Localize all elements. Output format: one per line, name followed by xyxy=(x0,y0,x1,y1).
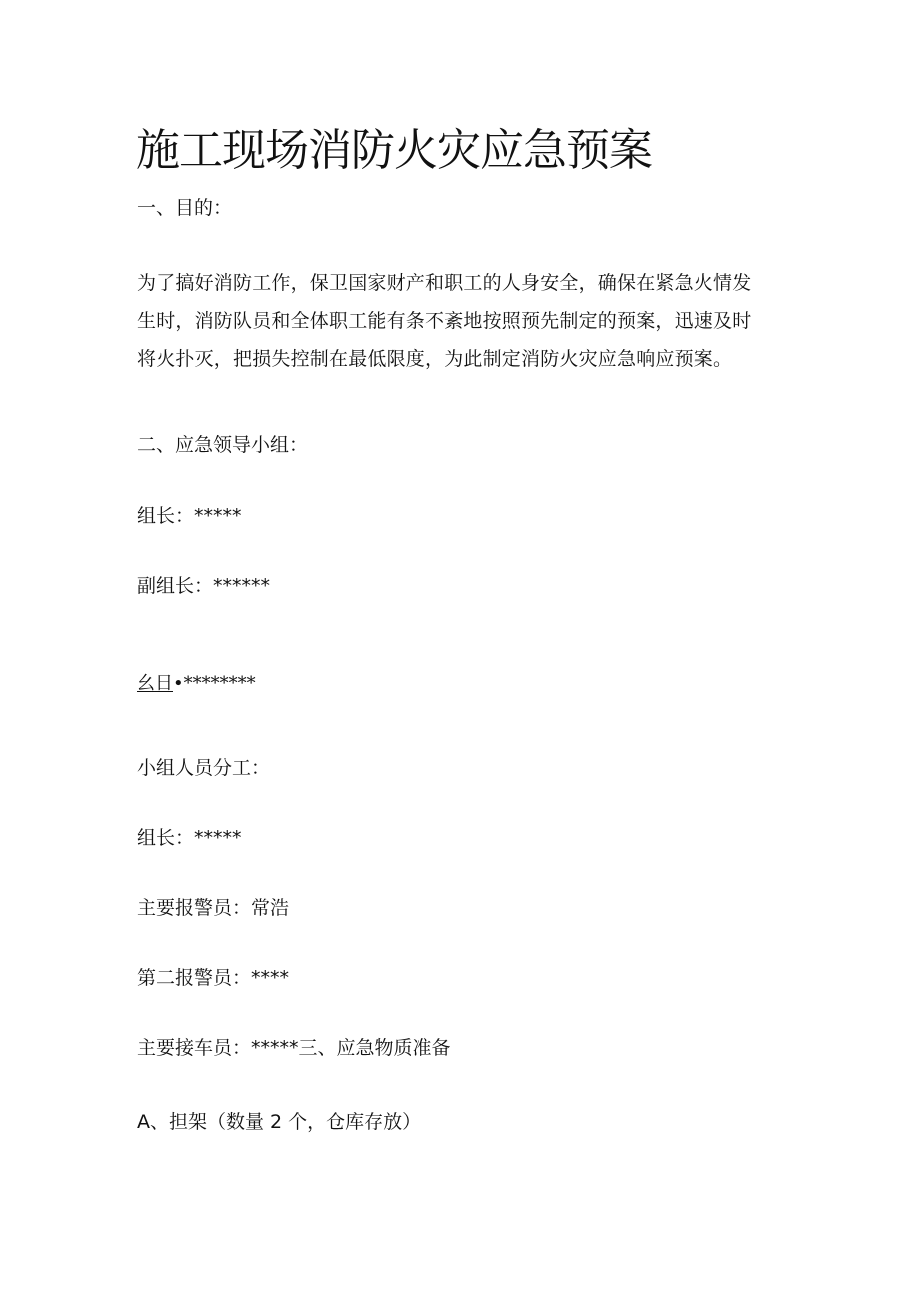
main-receiver-line: 主要接车员：*****三、应急物质准备 xyxy=(137,1037,451,1059)
leader-line: 组长：***** xyxy=(137,505,242,527)
item-a-line: A、担架（数量 2 个，仓库存放） xyxy=(137,1111,422,1133)
purpose-paragraph xyxy=(137,264,797,378)
garbled-rest: •******** xyxy=(173,673,256,694)
division-leader-line: 组长：***** xyxy=(137,827,242,849)
section-leadership-heading: 二、应急领导小组： xyxy=(137,434,309,456)
purpose-line-3: 将火扑灭，把损失控制在最低限度，为此制定消防火灾应急响应预案。 xyxy=(137,348,733,370)
purpose-line-2: 生时，消防队员和全体职工能有条不紊地按照预先制定的预案，迅速及时 xyxy=(137,310,752,332)
second-alarm-line: 第二报警员：**** xyxy=(137,967,290,989)
division-heading: 小组人员分工： xyxy=(137,757,271,779)
document-title: 施工现场消防火灾应急预案 xyxy=(136,125,652,176)
garbled-prefix: 幺日 xyxy=(137,673,173,694)
purpose-line-1: 为了搞好消防工作，保卫国家财产和职工的人身安全，确保在紧急火情发 xyxy=(137,272,752,294)
section-purpose-heading: 一、目的： xyxy=(137,197,233,219)
main-alarm-line: 主要报警员：常浩 xyxy=(137,897,290,919)
deputy-leader-line: 副组长：****** xyxy=(137,575,271,597)
garbled-member-line xyxy=(137,672,256,696)
